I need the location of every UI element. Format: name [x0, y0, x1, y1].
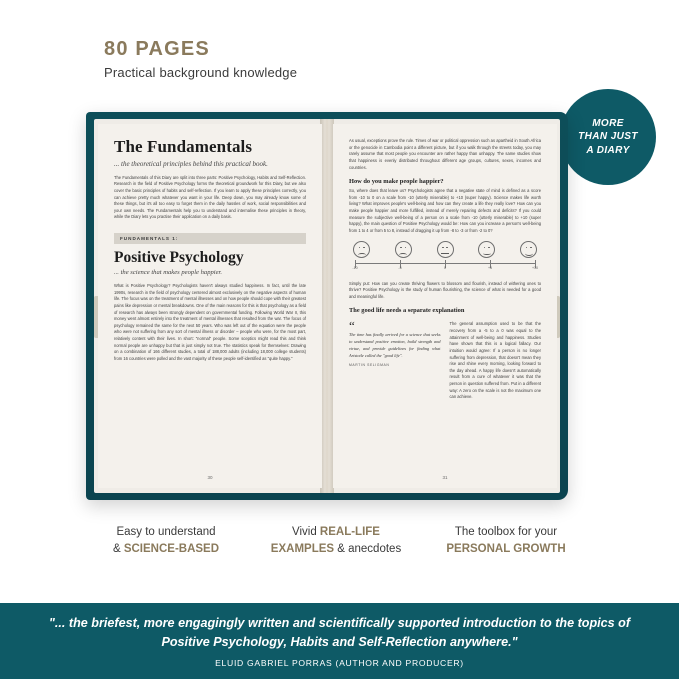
quote-mark-icon: “ [349, 318, 355, 334]
page-count-title: 80 PAGES [104, 38, 210, 60]
quote-author: MARTIN SELIGMAN [349, 362, 390, 367]
pull-quote [349, 318, 441, 367]
scale-label-0: -10 [352, 265, 358, 270]
how-do-you-make-people-happier-heading: How do you make people happier? [349, 178, 444, 186]
right-page-text-column [450, 317, 542, 401]
caption-2-line-2-bold: EXAMPLES [270, 542, 335, 555]
left-page-section-body: What is Positive Psychology? Psychologists haven't always studied happiness. In fact, until the late 1990s, research in the field of psychology centered almost exclusively on the negative aspects of human life. The focus was on the treatment of mental illnesses and on how people should cope with their greatest pains like depression or mental breakdowns. One of the main reasons for this is that psychology as a field of research has always been strongly dependent on governmental funding. Following World War II, this money went almost entirely into the treatment of mental illnesses that resulted from the war. The focus of psychology remained the same for the next 50 years. Who was left out of the equation were the people who were not suffering from any sort of mental illness or disorder – people who were, for the most part, relatively content with their lives. In short: "normal" people. Some sceptics might read this and think normal people are unhappy but that is just simply not true. The statistics speak for themselves: Drawing on a combination of 166 different studies, a total of 188,000 adults (including 18,000 college students) from 16 countries were polled and the vast majority of these people self-identified as "quite happy." [114, 283, 306, 361]
caption-3-line-1: The toolbox for your [454, 526, 558, 538]
positive-psychology-subheading: ... the science that makes people happier. [114, 269, 223, 277]
left-page-subtitle: ... the theoretical principles behind this practical book. [114, 159, 268, 168]
good-life-heading: The good life needs a separate explanation [349, 307, 465, 315]
badge-line-3: A DIARY [586, 144, 630, 156]
scale-faces [349, 241, 541, 258]
header-subtitle: Practical background knowledge [104, 65, 298, 80]
quote-text: The time has finally arrived for a science that seeks to understand positive emotion, build strength and virtue, and provide guidelines for finding what Aristotle called the "good life". [349, 332, 441, 358]
left-page-title: The Fundamentals [114, 137, 253, 156]
left-page-number: 30 [207, 475, 213, 480]
book-left-page [98, 124, 322, 488]
caption-3-line-2-bold: PERSONAL GROWTH [446, 542, 566, 555]
right-page-quote-column [349, 317, 441, 401]
caption-personal-growth [426, 524, 586, 557]
face-sad-icon [395, 241, 412, 258]
testimonial-footer [0, 603, 679, 679]
face-slightly-happy-icon [478, 241, 495, 258]
scale-label-1: -5 [398, 265, 402, 270]
book-spine-gutter [320, 119, 334, 493]
testimonial-quote: "... the briefest, more engagingly written and scientifically supported introduction to the topics of Positive Psychology, Habits and Self-Reflection anywhere." [48, 616, 631, 649]
caption-science-based [86, 524, 246, 557]
caption-2-line-1-prefix: Vivid [292, 526, 320, 538]
face-very-happy-icon [520, 241, 537, 258]
scale-axis [352, 263, 539, 273]
caption-real-life-examples [256, 524, 416, 557]
scale-label-3: +5 [487, 265, 493, 270]
caption-2-line-2-tail: & anecdotes [334, 542, 402, 555]
badge-line-2: THAN JUST [578, 131, 638, 143]
caption-1-line-1: Easy to understand [116, 526, 216, 538]
caption-1-line-2-prefix: & [112, 542, 124, 555]
right-page-paragraph-3: Simply put: How can you create thriving flowers to blossom and flourish, instead of withering ones to thrive? Positive Psychology is the study of human flourishing, the science of what is needed for a good and meaningful life. [349, 280, 541, 299]
caption-1-line-2-bold: SCIENCE-BASED [123, 542, 220, 555]
face-neutral-icon [437, 241, 454, 258]
right-page-columns [349, 317, 541, 401]
right-page-number: 31 [442, 475, 448, 480]
right-page-paragraph-2: So, where does that leave us? Psychologists agree that a negative state of mind is defined as a score from -10 to 0 on a scale from -10 (utterly miserable) to +10 (super happy). Science makes life worth living? What improves people's well-being and how can they create a life they really love? How can you make people happier and more fulfilled, instead of merely repairing defects and deficits? If you could measure the subjective well-being of a person on a scale from -10 (utterly miserable) to +10 (super happy), the main question of Positive Psychology would be: How can you increase a person's well-being from 1 to 4 or from 5 to 8, instead of dragging it up from -8 to -3 or from -2 to 0? [349, 188, 541, 233]
testimonial-attribution: ELUID GABRIEL PORRAS (AUTHOR AND PRODUCER) [215, 657, 464, 668]
positive-psychology-heading: Positive Psychology [114, 249, 244, 267]
face-very-sad-icon [353, 241, 370, 258]
more-than-just-a-diary-badge [560, 89, 656, 185]
book-right-page [333, 124, 557, 488]
scale-label-2: 0 [444, 265, 446, 270]
header [104, 38, 297, 80]
scale-label-4: +10 [531, 265, 539, 270]
badge-line-1: MORE [592, 117, 624, 129]
fundamentals-section-label: FUNDAMENTALS 1: [114, 233, 306, 244]
feature-captions [86, 524, 586, 557]
left-page-intro-paragraph: The Fundamentals of this Diary are split into three parts: Positive Psychology, Habits and Self-Reflection. Research in the field of Positive Psychology forms the theoretical groundwork for this Diary, but we also cover the basic principles of habits and self-reflection. If you learn to apply these principles correctly, you can achieve pretty much whatever you want in your life. Deep down, you may already know some of these things, but it's all too easy to forget them in the daily hassles of work, social responsibilities and your own needs. The Fundamentals help you to understand and internalise these principles in theory, while the Diary lets you practise their application on a daily basis. [114, 174, 306, 220]
badge-text [578, 117, 638, 158]
happiness-scale-graphic [349, 241, 541, 273]
caption-2-line-1-bold: REAL-LIFE [319, 526, 380, 538]
right-page-opening-paragraph: As usual, exceptions prove the rule. Times of war or political oppression such as apartheid in South Africa or the genocide in Cambodia point a different picture, but if you walk through the streets today, you may rarely assume that most people you encounter are rather happy than unhappy. The same studies show that happiness is evenly distributed throughout different age groups, cultures, sexes, incomes and countries. [349, 138, 541, 170]
right-page-paragraph-4: The general assumption used to be that the recovery from a -5 to a 0 was equal to the attainment of well-being and happiness. Studies have shown that this is a logical fallacy. Our intuition would agree: If a person is no longer suffering from depression, that doesn't mean they rise and shine every morning, looking forward to the day ahead. A happy life doesn't automatically result from a cure of whatever it was that the person in question suffered from. Put in a different way: A zero on the scale is not the maximum one can achieve. [449, 321, 541, 400]
book-image [86, 112, 568, 502]
